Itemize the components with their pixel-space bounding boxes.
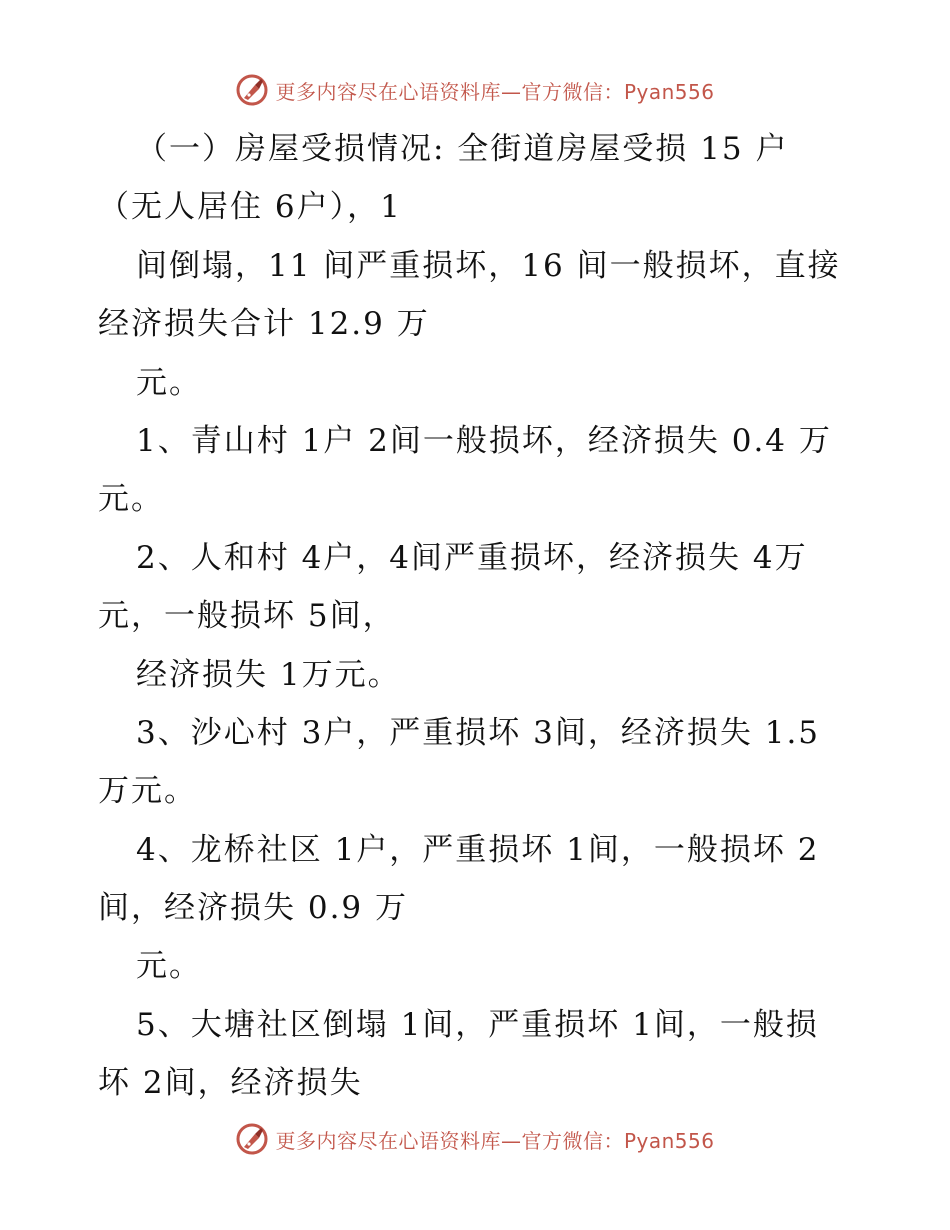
text-line: 元。 bbox=[98, 481, 164, 518]
text-line: 2、人和村 4户，4间严重损坏，经济损失 4万 bbox=[136, 539, 808, 576]
pen-nib-circle-icon bbox=[235, 73, 269, 107]
text-line: （一）房屋受损情况: 全街道房屋受损 15 户 bbox=[136, 131, 789, 167]
watermark-text: 更多内容尽在心语资料库—官方微信：Pyan556 bbox=[275, 79, 715, 104]
text-line: 间倒塌，11 间严重损坏，16 间一般损坏，直接 bbox=[136, 247, 841, 284]
text-line: 元，一般损坏 5间， bbox=[98, 598, 396, 635]
footer-watermark bbox=[0, 1119, 950, 1159]
text-line: 经济损失合计 12.9 万 bbox=[98, 306, 430, 343]
text-line: 间，经济损失 0.9 万 bbox=[98, 890, 409, 927]
document-body bbox=[98, 120, 858, 1113]
watermark-text: 更多内容尽在心语资料库—官方微信：Pyan556 bbox=[275, 1128, 715, 1153]
text-line: 1、青山村 1户 2间一般损坏，经济损失 0.4 万 bbox=[136, 422, 832, 459]
text-line: 元。 bbox=[136, 948, 202, 985]
text-line: 经济损失 1万元。 bbox=[136, 656, 401, 693]
text-line: 4、龙桥社区 1户，严重损坏 1间，一般损坏 2 bbox=[136, 831, 820, 868]
text-line: 坏 2间，经济损失 bbox=[98, 1065, 363, 1102]
text-line: （无人居住 6户），1 bbox=[98, 189, 402, 226]
text-line: 3、沙心村 3户，严重损坏 3间，经济损失 1.5 bbox=[136, 714, 821, 751]
text-line: 5、大塘社区倒塌 1间，严重损坏 1间，一般损 bbox=[136, 1006, 819, 1043]
header-watermark bbox=[0, 70, 950, 110]
text-line: 元。 bbox=[136, 364, 202, 401]
pen-nib-circle-icon bbox=[235, 1122, 269, 1156]
text-line: 万元。 bbox=[98, 773, 197, 810]
